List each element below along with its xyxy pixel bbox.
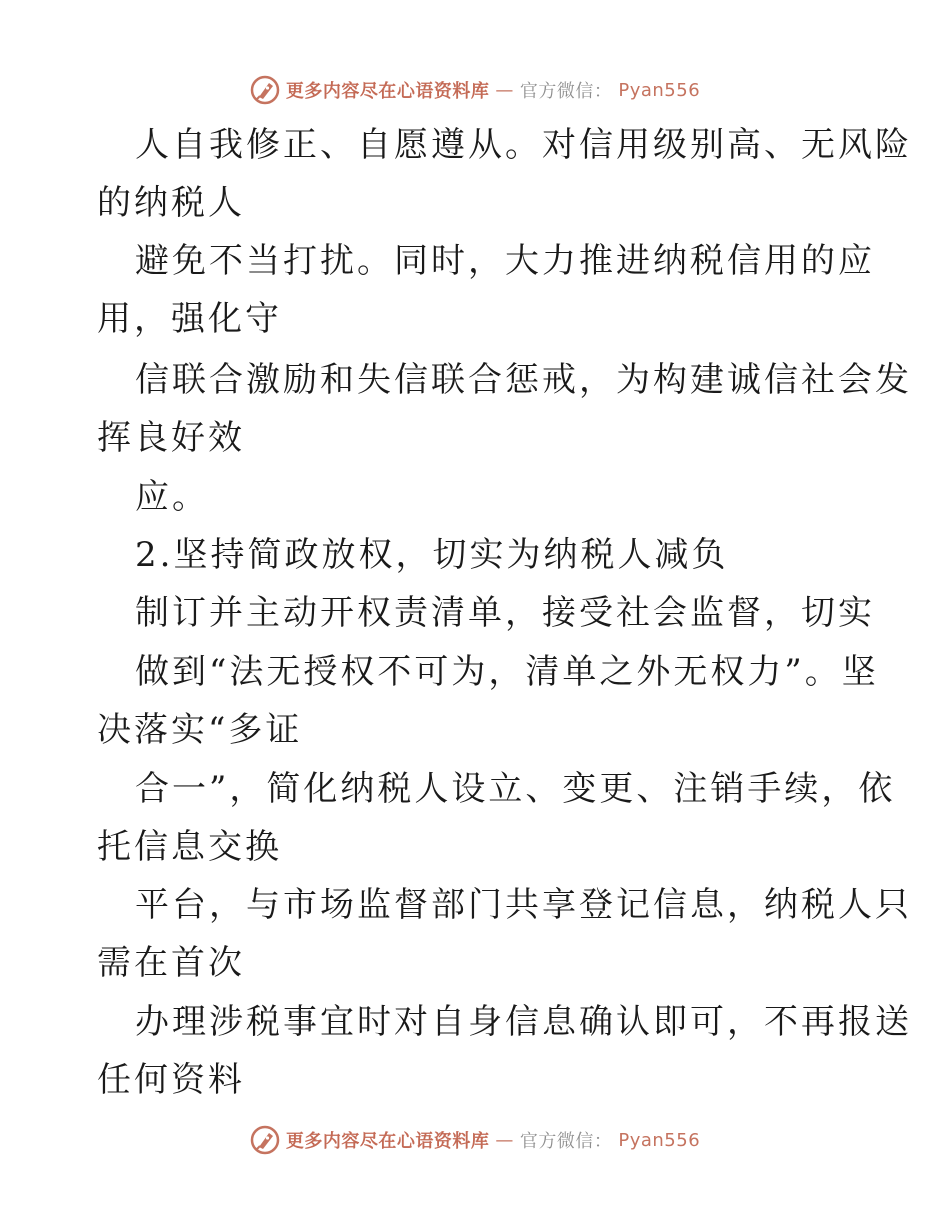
footer-watermark <box>0 1122 950 1158</box>
text-line: 合一”，简化纳税人设立、变更、注销手续，依 <box>135 769 896 809</box>
text-line: 挥良好效 <box>97 418 245 458</box>
watermark-label: 官方微信： <box>519 81 613 102</box>
watermark-title: 更多内容尽在心语资料库 <box>285 1131 490 1152</box>
watermark-title: 更多内容尽在心语资料库 <box>285 81 490 102</box>
watermark-separator: — <box>495 79 514 101</box>
text-line: 用，强化守 <box>97 299 282 339</box>
text-line: 托信息交换 <box>97 827 282 867</box>
text-line: 办理涉税事宜时对自身信息确认即可，不再报送 <box>135 1002 912 1042</box>
text-line: 需在首次 <box>97 943 245 983</box>
text-line: 制订并主动开权责清单，接受社会监督，切实 <box>135 593 875 633</box>
text-line: 信联合激励和失信联合惩戒，为构建诚信社会发 <box>135 360 912 400</box>
text-line: 任何资料 <box>97 1060 245 1100</box>
text-line: 决落实“多证 <box>97 710 303 750</box>
watermark-label: 官方微信： <box>519 1131 613 1152</box>
text-line: 应。 <box>135 477 209 517</box>
text-line: 的纳税人 <box>97 183 245 223</box>
text-line: 2.坚持简政放权，切实为纳税人减负 <box>135 535 729 575</box>
pen-nib-logo-icon <box>250 1125 280 1155</box>
watermark-separator: — <box>495 1129 514 1151</box>
watermark-id: Pyan556 <box>618 79 701 101</box>
text-line: 避免不当打扰。同时，大力推进纳税信用的应 <box>135 241 875 281</box>
watermark-id: Pyan556 <box>618 1129 701 1151</box>
text-line: 人自我修正、自愿遵从。对信用级别高、无风险 <box>135 125 912 165</box>
text-line: 做到“法无授权不可为，清单之外无权力”。坚 <box>135 652 879 692</box>
text-line: 平台，与市场监督部门共享登记信息，纳税人只 <box>135 885 912 925</box>
